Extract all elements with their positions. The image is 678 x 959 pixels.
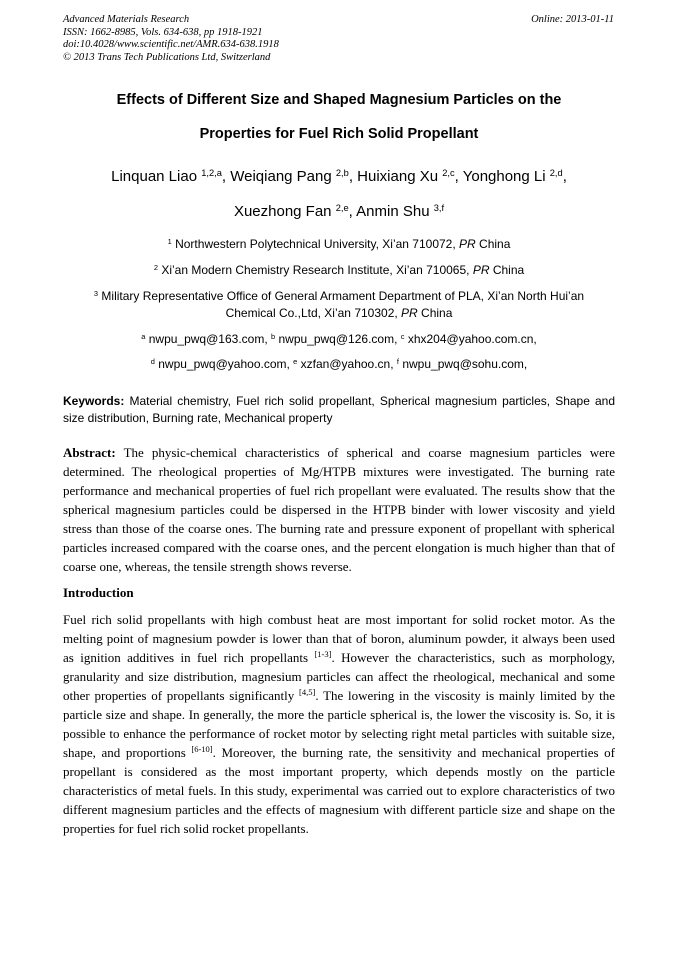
email-mark: f [396,356,399,366]
author-name: Weiqiang Pang [230,168,332,185]
affiliation-country: China [475,237,511,251]
affiliation-text: Chemical Co.,Ltd, Xi’an 710302, [225,306,402,320]
email-link[interactable]: xzfan@yahoo.cn, [300,357,394,371]
intro-text: Fuel rich solid propellants with high combust heat are most important for solid rocket motor. As the melting point of magnesium powder is lower than that of boron, aluminum powder, it always been used as ignition additives in fuel rich propellants [63,612,615,665]
introduction-paragraph [63,610,615,838]
journal-issn: ISSN: 1662-8985, Vols. 634-638, pp 1918-1921 [63,26,263,38]
abstract-text: The physic-chemical characteristics of spherical and coarse magnesium particles were determined. The rheological properties of Mg/HTPB mixtures were investigated. The burning rate performance and mechanical properties of fuel rich propellant were evaluated. The results show that the spherical magnesium particles could be dispersed in the HTPB binder with lower viscosity and yield stress than those of the coarse ones. The burning rate and pressure exponent of propellant with spherical particles increased compared with the coarse ones, and the percent elongation is much higher than that of coarse one, whereas, the tensile strength shows reverse. [63,445,615,574]
affiliation-mark: 2 [153,262,158,272]
intro-text: . However the characteristics, such as morphology, granularity and size distribution, magnesium particles can affect the rheological, mechanical and some other properties of propellants significantly [63,650,615,703]
affiliation-country-prefix: PR [401,306,418,320]
author-list-line-1: Linquan Liao $^{1,2,a}$, Weiqiang Pang $^{2,b}$, Huixiang Xu $^{2,c}$, Yonghong Li $^{2,d}$, [111,167,567,185]
paper-title-line-2: Properties for Fuel Rich Solid Propellant [199,126,479,142]
affiliation-mark: 1 [167,236,172,246]
affiliation-text: Xi’an Modern Chemistry Research Institute, Xi’an 710065, [161,263,473,277]
author-name: Yonghong Li [462,168,546,185]
email-line-1 [63,331,615,348]
email-mark: c [400,331,405,341]
journal-doi[interactable]: doi:10.4028/www.scientific.net/AMR.634-638.1918 [63,39,279,50]
email-mark: e [293,356,298,366]
affiliation-country-prefix: PR [472,263,490,277]
email-link[interactable]: xhx204@yahoo.com.cn, [407,332,537,346]
affiliation-3-line-2 [63,305,615,322]
keywords-label: Keywords: [63,394,125,408]
affiliation-country-prefix: PR [459,237,476,251]
author-affiliation-mark: 2,b [335,167,349,178]
author-affiliation-mark: 2,e [335,202,349,213]
email-line-2 [63,356,615,373]
journal-copyright: © 2013 Trans Tech Publications Ltd, Switzerland [63,51,271,63]
citation-mark[interactable]: [4,5] [299,686,316,697]
email-link[interactable]: nwpu_pwq@126.com, [278,332,398,346]
affiliation-text: Northwestern Polytechnical University, Xi’an 710072, [175,237,460,251]
abstract-label: Abstract: [63,445,116,460]
keywords-text: Material chemistry, Fuel rich solid propellant, Spherical magnesium particles, Shape and size distribution, Burning rate, Mechanical property [63,394,615,425]
abstract-section [63,443,615,576]
affiliation-country: China [489,263,525,277]
email-mark: b [271,331,276,341]
author-list-line-2: Xuezhong Fan $^{2,e}$, Anmin Shu $^{3,f}$ [233,202,445,220]
online-date: Online: 2013-01-11 [531,14,614,25]
affiliation-text: Military Representative Office of General Armament Department of PLA, Xi’an North Hui’an [101,289,585,303]
email-link[interactable]: nwpu_pwq@yahoo.com, [158,357,290,371]
intro-text: . The lowering in the viscosity is mainly limited by the particle size and shape. In generally, the more the particle spherical is, the lower the viscosity is. So, it is possible to enhance the performance of rocket motor by selecting right metal particles with suitable size, shape, and proportions [63,688,615,760]
author-name: Huixiang Xu [357,168,439,185]
keywords-section [63,393,615,427]
author-affiliation-mark: 2,d [549,167,563,178]
author-affiliation-mark: 2,c [442,167,455,178]
author-name: Anmin Shu [356,203,430,220]
author-name: Linquan Liao [111,168,198,185]
email-link[interactable]: nwpu_pwq@163.com, [148,332,268,346]
author-affiliation-mark: 3,f [433,202,445,213]
affiliation-3 [63,288,615,305]
introduction-heading: Introduction [63,585,134,600]
affiliation-1 [63,236,615,253]
journal-header [63,14,279,64]
affiliation-mark: 3 [93,288,99,298]
affiliation-country: China [417,306,453,320]
affiliation-2 [63,262,615,279]
citation-mark[interactable]: [1-3] [314,648,332,659]
author-name: Xuezhong Fan [233,203,332,220]
intro-text: . Moreover, the burning rate, the sensitivity and mechanical properties of propellant is considered as the most important property, which depends mostly on the particle characteristics of metal fuels. In this study, experimental was carried out to explore characteristics of two different magnesium particles and the effects of magnesium with different particle size and shape on the properties for fuel rich solid rocket propellants. [63,745,615,836]
email-link[interactable]: nwpu_pwq@sohu.com, [402,357,528,371]
author-affiliation-mark: 1,2,a [201,167,222,178]
email-mark: d [150,356,155,366]
journal-name: Advanced Materials Research [63,14,190,25]
citation-mark[interactable]: [6-10] [191,743,213,754]
email-mark: a [141,331,146,341]
paper-title-line-1: Effects of Different Size and Shaped Magnesium Particles on the [116,92,562,108]
